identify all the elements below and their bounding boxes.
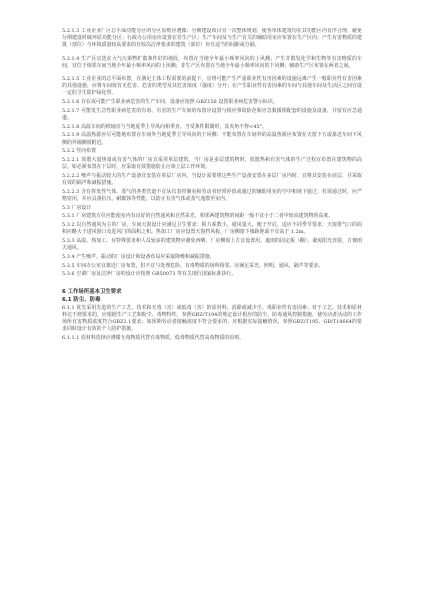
clause-paragraph: 5.2.1.7 可能发生急性职业病危害的有毒、有害的生产车间的布置应设置与相应事故防范和应急救援相配套的设施及设备，并留有应急通道。 (62, 107, 362, 122)
section-body (62, 305, 362, 343)
clause-paragraph: 6.1.1 优先采用先进的生产工艺、技术和无毒（害）或低毒（害）的原材料，消除或减少尘、毒职业性有害因素；对于工艺、技术和原材料达不到要求的，应根据生产工艺和粉尘、毒物特性，参照GBZ/T194的规定设计相应的防尘、防毒通风控制措施，使劳动者活动的工作场所有害物质浓度符合GBZ2.1要求；如预期劳动者接触浓度不符合要求的，应根据实际接触情况，参照GBZ/T195、GB/T18664的要求同时设计有效的个人防护措施。 (62, 304, 362, 333)
clause-paragraph: 6.1.1.1 原材料选择应遵循无毒物质代替有毒物质，低毒物质代替高毒物质的原则。 (62, 334, 245, 341)
clause-paragraph: 5.3.4 产生噪声、振动的厂房设计和设备布局应采取降噪和减振措施。 (62, 253, 215, 260)
clause-paragraph: 5.2.1.3 工业企业厂区总平面功能分区的分区原则应遵循：分期建设项目宜一次整体规划，使各单体建筑均在其功能区内有序合理，避免分期建设时破坏原功能分区；行政办公用房应设置在非生产区；生产车间及与生产有关的辅助用室应布置在生产区内；产生有害物质的建筑（部位）与环境质量较高要求的有较高洁净要求的建筑（部位）应有适当的间距或分隔。 (62, 28, 362, 49)
document-page (62, 28, 362, 588)
clause-paragraph: 5.2.1.6 存在或可能产生职业病危害的生产车间、设备应按照 GBZ158 设置职业病危害警示标识。 (62, 99, 278, 106)
clause-paragraph: 5.3.6 空调厂房及洁净厂房的设计应按照 GB50073 等有关现行国家标准执行。 (62, 271, 237, 278)
document-body (62, 28, 362, 279)
clause-paragraph: 5.3.2 以自然通风为主的厂房，车间天窗设计应满足卫生要求：阻力系数小，通风量大，便于开启，适应不同季节要求，天窗排气口的面积应略大于进风窗口及进风门的面积之和。热加工厂房应设置天窗挡风板，厂房侧窗下缘距地面不宜高于 1.2m。 (62, 222, 362, 236)
clause-paragraph: 5.2.1.5 工业企业的总平面布置，在满足主体工程需要的前提下，宜将可能产生严重职业性有害因素的设施远离产生一般职业性有害因素的其他设施，应将车间按有无危害、危害的类型及其危害浓度（强度）分开；在产生职业性有害因素的车间与其他车间及生活区之间宜设一定的卫生防护绿化带。 (62, 76, 362, 97)
clause-paragraph: 5.3.1 厂房建筑方位应能使室内有良好的自然通风和自然采光，相邻两建筑物的间距一般不宜小于二者中较高建筑物的高度。 (62, 213, 334, 220)
clause-paragraph: 5.2.2.3 含有挥发性气体、蒸气的各类管道不宜从仪表控制室和劳动者经常停留或通过的辅助用室的空中和地下通过；若需通过时，应严格密闭，并应具备抗压、耐腐蚀等性能，以防止有害气体或蒸气逸散至室内。 (62, 188, 362, 203)
clause-paragraph: 5.3.3 高温、热加工、有特殊要求和人员较多的建筑物应避免西晒，厂房侧窗上方宜设置用、遮雨的固定板（棚），避免阳光直射，方便雨天通风。 (62, 238, 362, 252)
clause-heading: 5.2.2 竖向布置 (62, 148, 97, 155)
clause-heading: 5.3 厂房设计 (62, 204, 92, 211)
clause-paragraph: 5.2.2.1 放散大量热量或有害气体的厂房宜采用单层建筑。当厂房是多层建筑物时，放散热和有害气体的生产过程宜布置在建筑物的高层。如必须布置在下层时，应采取有效措施防止污染上层工作环境。 (62, 157, 362, 171)
clause-paragraph: 5.2.1.9 高温热源应尽可能地布置在车间外当地夏季主导风向的下风侧；不能布置在车间外的高温热源应布置在天窗下方或靠近车间下风侧的外墙侧窗附近。 (62, 132, 362, 146)
section-heading: 6 工作场所基本卫生要求 (62, 288, 122, 295)
clause-paragraph: 5.2.1.8 高温车间的纵轴宜与当地夏季主导风向相垂直。当受条件限制时，其夹角不得<45°。 (62, 123, 267, 130)
clause-paragraph: 5.2.2.2 噪声与振动较大的生产设备宜安装在单层厂房内。当设计需要将这些生产设备安置在多层厂房内时，宜将其安装在底层，并采取有效的隔声和减振措施。 (62, 172, 362, 187)
clause-paragraph: 5.2.1.4 生产区宜选在大气污染物扩散条件好的地段，布置在当地全年最小频率风向的上风侧；产生并散发化学和生物等有害物质的车间，宜位于相邻车间当地全年最小频率风向的上风侧；非生产区布置在当地全年最小频率风向的下风侧；辅助生产区布置在两者之间。 (62, 55, 362, 69)
subsection-heading: 6.1 防尘、防毒 (62, 296, 101, 303)
clause-paragraph: 5.3.5 车间办公室宜靠近厂房布置，但不宜与处理危险、有毒物质的场所相邻。应满足采光、照明、通风、隔声等要求。 (62, 262, 324, 269)
